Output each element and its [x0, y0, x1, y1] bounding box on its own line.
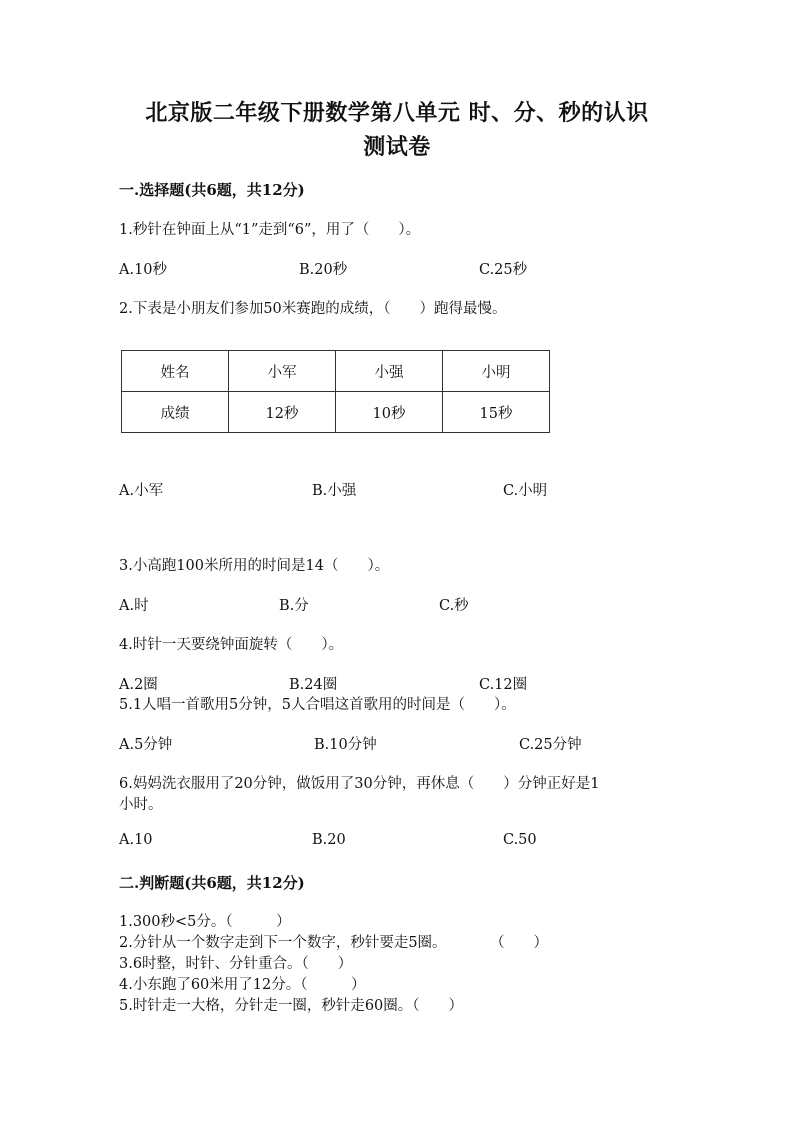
option-1c: C.25秒: [479, 262, 528, 278]
table-row: [122, 392, 550, 433]
table-cell: 10秒: [336, 392, 443, 433]
table-cell: 15秒: [443, 392, 550, 433]
option-2c: C.小明: [503, 483, 548, 499]
judgment-item-4: 4.小东跑了60米用了12分。（ ）: [119, 977, 366, 993]
option-3c: C.秒: [439, 598, 469, 614]
option-1a: A.10秒: [119, 262, 168, 278]
option-2b: B.小强: [312, 483, 357, 499]
table-cell: 成绩: [122, 392, 229, 433]
question-4: 4.时针一天要绕钟面旋转（ ）。: [119, 637, 344, 653]
table-cell: 小明: [443, 351, 550, 392]
option-3a: A.时: [119, 598, 149, 614]
question-1: 1.秒针在钟面上从“1”走到“6”，用了（ ）。: [119, 222, 421, 238]
page-title-line1: 北京版二年级下册数学第八单元 时、分、秒的认识: [145, 100, 649, 126]
question-6-line1: 6.妈妈洗衣服用了20分钟，做饭用了30分钟，再休息（ ）分钟正好是1: [119, 776, 600, 792]
option-4b: B.24圈: [289, 677, 338, 693]
results-table: [121, 350, 550, 433]
table-cell: 12秒: [229, 392, 336, 433]
question-6-line2: 小时。: [119, 797, 163, 813]
option-5a: A.5分钟: [119, 737, 173, 753]
question-2: 2.下表是小朋友们参加50米赛跑的成绩，（ ）跑得最慢。: [119, 301, 507, 317]
page-title-line2: 测试卷: [363, 134, 431, 160]
question-3: 3.小高跑100米所用的时间是14（ ）。: [119, 558, 390, 574]
option-4c: C.12圈: [479, 677, 528, 693]
section-heading-judgment: 二.判断题(共6题，共12分): [119, 874, 305, 892]
judgment-item-1: 1.300秒<5分。（ ）: [119, 914, 291, 930]
option-4a: A.2圈: [119, 677, 158, 693]
option-6c: C.50: [503, 832, 537, 848]
option-3b: B.分: [279, 598, 309, 614]
judgment-item-3: 3.6时整，时针、分针重合。（ ）: [119, 956, 353, 972]
table-cell: 小强: [336, 351, 443, 392]
option-1b: B.20秒: [299, 262, 348, 278]
table-row: [122, 351, 550, 392]
judgment-item-2: 2.分针从一个数字走到下一个数字，秒针要走5圈。 （ ）: [119, 935, 549, 951]
question-5: 5.1人唱一首歌用5分钟，5人合唱这首歌用的时间是（ ）。: [119, 697, 516, 713]
option-6b: B.20: [312, 832, 346, 848]
option-5c: C.25分钟: [519, 737, 582, 753]
section-heading-choice: 一.选择题(共6题，共12分): [119, 181, 305, 199]
option-2a: A.小军: [119, 483, 164, 499]
option-6a: A.10: [119, 832, 153, 848]
table-cell: 小军: [229, 351, 336, 392]
judgment-item-5: 5.时针走一大格，分针走一圈，秒针走60圈。（ ）: [119, 998, 464, 1014]
table-cell: 姓名: [122, 351, 229, 392]
option-5b: B.10分钟: [314, 737, 377, 753]
